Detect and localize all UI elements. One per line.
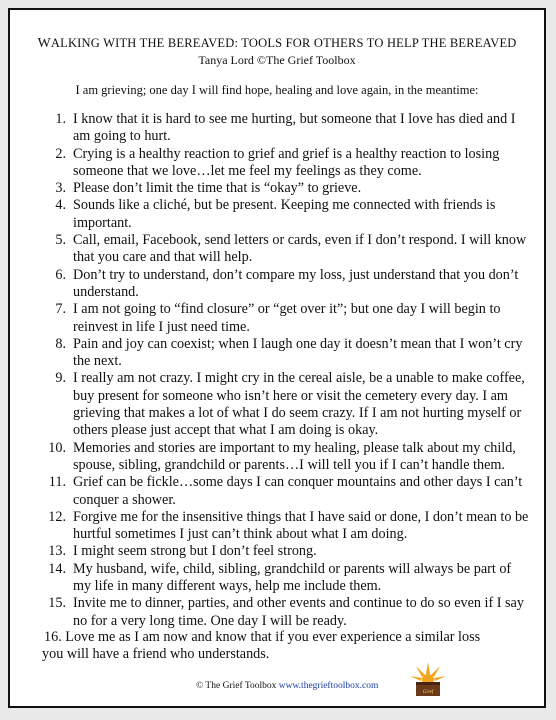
list-item-text: Pain and joy can coexist; when I laugh one day it doesn’t mean that I won’t cry the next. bbox=[73, 335, 523, 370]
list-item-number: 14. bbox=[48, 560, 66, 577]
list-item-number: 7. bbox=[55, 301, 66, 318]
list-item bbox=[40, 509, 530, 544]
list-item-number: 12. bbox=[48, 508, 66, 525]
list-item-text: Memories and stories are important to my healing, please talk about my child, spouse, sibling, grandchild or parents…I will tell you if I can’t handle them. bbox=[73, 439, 516, 473]
list-item-text: I know that it is hard to see me hurting, but someone that I love has died and I am going to hurt. bbox=[73, 111, 516, 145]
list-item-text: Invite me to dinner, parties, and other events and continue to do so even if I say no for a very long time. One day I will be ready. bbox=[73, 595, 524, 629]
list-item bbox=[40, 232, 530, 267]
list-item bbox=[40, 267, 530, 302]
list-item-number: 9. bbox=[55, 370, 66, 387]
numbered-list bbox=[40, 111, 530, 630]
list-item bbox=[40, 197, 530, 232]
list-item-text: Don’t try to understand, don’t compare my loss, just understand that you don’t understand. bbox=[73, 266, 519, 300]
list-item-number: 1. bbox=[55, 111, 66, 127]
list-item-number: 6. bbox=[55, 266, 66, 283]
document-page bbox=[8, 8, 546, 708]
footer bbox=[196, 681, 378, 691]
author-credit: ©The Grief Toolbox bbox=[256, 53, 356, 67]
list-item-text: Grief can be fickle…some days I can conquer mountains and other days I can’t conquer a shower. bbox=[73, 474, 523, 508]
list-item-text: Call, email, Facebook, send letters or cards, even if I don’t respond. I will know that you care and that will help. bbox=[73, 232, 527, 266]
list-item bbox=[40, 146, 530, 181]
list-item bbox=[40, 301, 530, 336]
list-item-text: I really am not crazy. I might cry in the cereal aisle, be a unable to make coffee, buy present for someone who isn’t here or visit the cemetery every day. I am grieving that makes a lot of what I do seem crazy. If I am not hurting myself or others please just accept that what I am doing is okay. bbox=[73, 370, 525, 439]
list-item-number: 13. bbox=[48, 543, 66, 560]
list-item bbox=[40, 180, 530, 197]
list-item-number: 4. bbox=[55, 197, 66, 214]
list-item bbox=[40, 336, 530, 371]
list-item bbox=[40, 111, 530, 146]
list-item-text: Forgive me for the insensitive things that I have said or done, I don’t mean to be hurtful sometimes I just can’t think about what I am doing. bbox=[73, 508, 529, 543]
list-item-number: 8. bbox=[55, 335, 66, 352]
footer-url[interactable]: www.thegrieftoolbox.com bbox=[278, 681, 379, 691]
list-item bbox=[40, 561, 530, 596]
list-item-number: 2. bbox=[55, 145, 66, 162]
grief-toolbox-logo-icon bbox=[408, 660, 448, 700]
list-item-number: 11. bbox=[48, 474, 66, 491]
list-item-text: I am not going to “find closure” or “get over it”; but one day I will begin to reinvest in life I just need time. bbox=[73, 301, 501, 335]
list-item bbox=[40, 543, 530, 560]
intro-text: I am grieving; one day I will find hope, healing and love again, in the meantime: bbox=[75, 83, 479, 97]
list-item-text: I might seem strong but I don’t feel strong. bbox=[73, 543, 317, 560]
list-item-number: 10. bbox=[48, 439, 66, 456]
last-item-line1: 16. Love me as I am now and know that if you ever experience a similar loss bbox=[44, 629, 481, 645]
list-item-text: My husband, wife, child, sibling, grandchild or parents will always be part of my life in many different ways, help me include them. bbox=[73, 560, 512, 595]
list-item-number: 15. bbox=[48, 595, 66, 612]
title-initial: W bbox=[37, 36, 51, 51]
list-item bbox=[40, 370, 530, 439]
list-item bbox=[40, 440, 530, 475]
list-item-text: Please don’t limit the time that is “okay” to grieve. bbox=[73, 180, 362, 197]
list-item bbox=[40, 474, 530, 509]
last-item-line2: you will have a friend who understands. bbox=[42, 646, 270, 663]
list-item-number: 3. bbox=[55, 180, 66, 197]
title-text: ALKING WITH THE BEREAVED: TOOLS FOR OTHERS TO HELP THE BEREAVED bbox=[50, 36, 517, 50]
author-line bbox=[10, 53, 544, 68]
list-item-16 bbox=[44, 629, 528, 664]
footer-copyright: © The Grief Toolbox bbox=[196, 681, 277, 691]
list-item-text: Crying is a healthy reaction to grief and grief is a healthy reaction to losing someone that we love…let me feel my feelings as they come. bbox=[73, 145, 500, 179]
author-name: Tanya Lord bbox=[198, 53, 254, 67]
list-item bbox=[40, 595, 530, 630]
svg-text:Grief: Grief bbox=[422, 690, 434, 695]
list-item-text: Sounds like a cliché, but be present. Keeping me connected with friends is important. bbox=[73, 197, 496, 231]
list-item-number: 5. bbox=[55, 232, 66, 249]
document-title bbox=[10, 36, 544, 52]
